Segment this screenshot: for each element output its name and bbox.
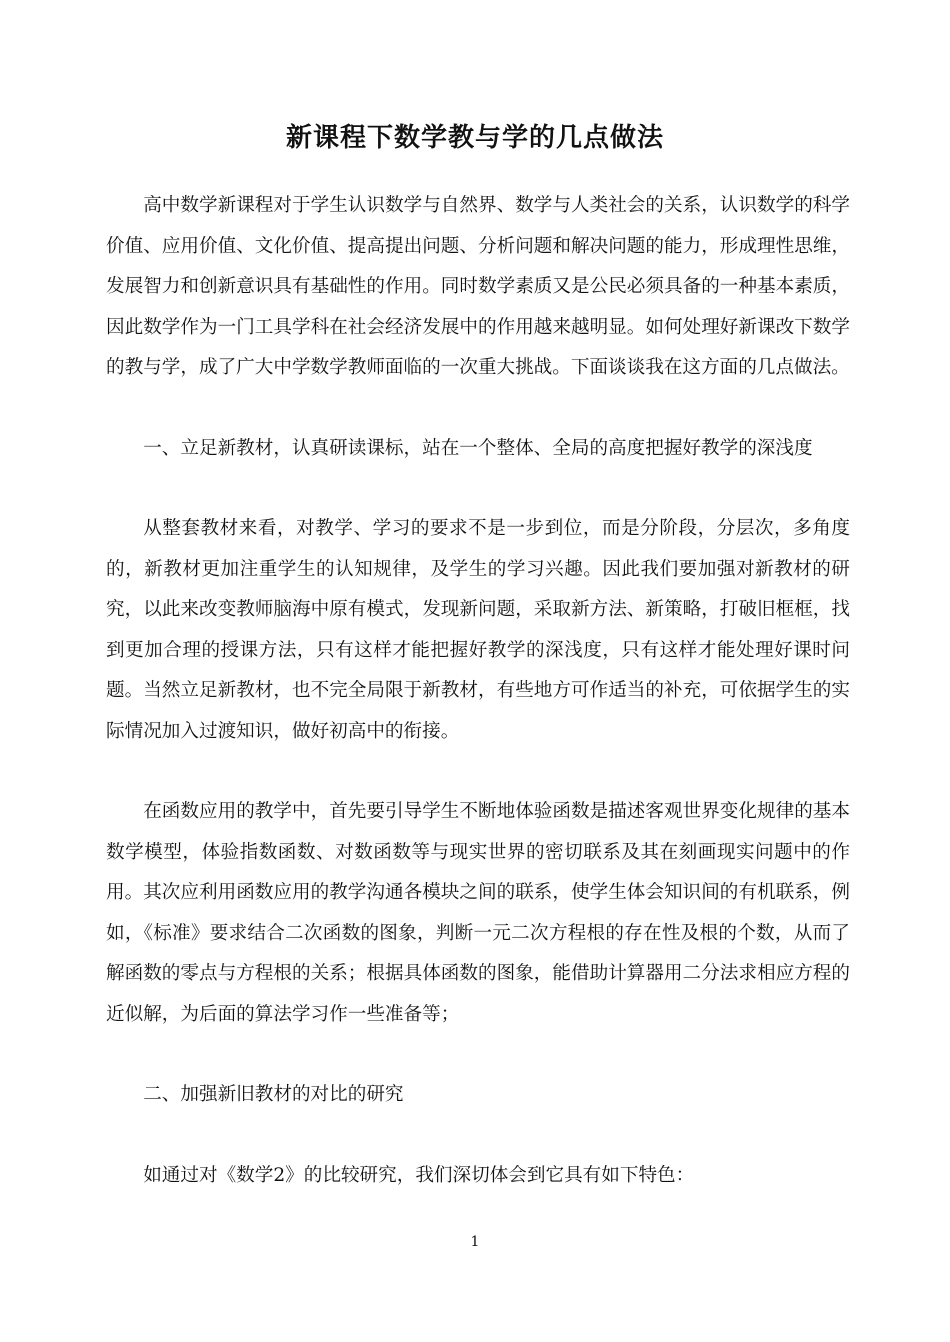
document-body: [106, 186, 850, 1196]
paragraph-gap: [106, 1116, 850, 1156]
paragraph-gap: [106, 469, 850, 509]
section-1-heading: 一、立足新教材，认真研读课标，站在一个整体、全局的高度把握好教学的深浅度: [143, 437, 813, 459]
intro-paragraph: 高中数学新课程对于学生认识数学与自然界、数学与人类社会的关系，认识数学的科学价值、应用价值、文化价值、提高提出问题、分析问题和解决问题的能力，形成理性思维，发展智力和创新意识具有基础性的作用。同时数学素质又是公民必须具备的一种基本素质，因此数学作为一门工具学科在社会经济发展中的作用越来越明显。如何处理好新课改下数学的教与学，成了广大中学数学教师面临的一次重大挑战。下面谈谈我在这方面的几点做法。: [106, 195, 850, 378]
section-2-heading: 二、加强新旧教材的对比的研究: [143, 1084, 404, 1105]
section-1-paragraph-2: 在函数应用的教学中，首先要引导学生不断地体验函数是描述客观世界变化规律的基本数学模型，体验指数函数、对数函数等与现实世界的密切联系及其在刻画现实问题中的作用。其次应利用函数应用的教学沟通各模块之间的联系，使学生体会知识间的有机联系，例如，《标准》要求结合二次函数的图象，判断一元二次方程根的存在性及根的个数，从而了解函数的零点与方程根的关系；根据具体函数的图象，能借助计算器用二分法求相应方程的近似解，为后面的算法学习作一些准备等；: [106, 801, 850, 1025]
paragraph-gap: [106, 752, 850, 792]
document-title: 新课程下数学教与学的几点做法: [285, 123, 664, 153]
section-1-paragraph-1: 从整套教材来看，对教学、学习的要求不是一步到位，而是分阶段，分层次，多角度的，新教材更加注重学生的认知规律，及学生的学习兴趣。因此我们要加强对新教材的研究，以此来改变教师脑海中原有模式，发现新问题，采取新方法、新策略，打破旧框框，找到更加合理的授课方法，只有这样才能把握好教学的深浅度，只有这样才能处理好课时问题。当然立足新教材，也不完全局限于新教材，有些地方可作适当的补充，可依据学生的实际情况加入过渡知识，做好初高中的衔接。: [106, 518, 850, 742]
section-2-paragraph-1: 如通过对《数学2》的比较研究，我们深切体会到它具有如下特色：: [143, 1164, 695, 1186]
paragraph-gap: [106, 389, 850, 429]
paragraph-gap: [106, 1035, 850, 1075]
page-number: 1: [470, 1234, 480, 1250]
